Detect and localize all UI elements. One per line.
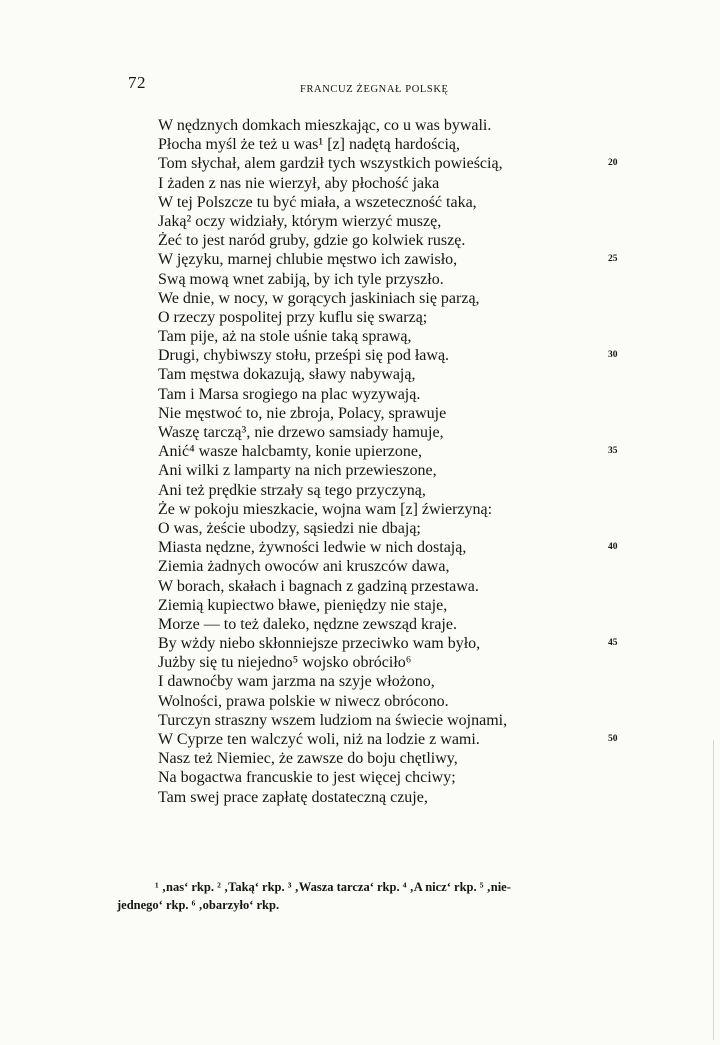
verse-text: I żaden z nas nie wierzył, aby płochość jaka: [158, 174, 440, 192]
verse-text: Turczyn straszny wszem ludziom na świecie wojnami,: [158, 711, 508, 729]
page-edge-divider: [713, 740, 714, 1040]
line-number: 45: [608, 638, 618, 649]
verse-line: [158, 672, 628, 691]
footnote-line: jednego‘ rkp. ⁶ ‚obarzyło‘ rkp.: [117, 898, 280, 912]
verse-text: Tam pije, aż na stole uśnie taką sprawą,: [158, 328, 412, 346]
verse-line: [158, 634, 628, 653]
verse-text: Tam męstwa dokazują, sławy nabywają,: [158, 366, 416, 384]
verse-line: [158, 730, 628, 749]
verse-line: [158, 231, 628, 250]
verse-text: Drugi, chybiwszy stołu, prześpi się pod ławą.: [158, 347, 450, 365]
line-number: 30: [608, 350, 618, 361]
verse-line: [158, 442, 628, 461]
verse-text: Morze — to też daleko, nędzne zewsząd kraje.: [158, 615, 457, 633]
verse-text: Nasz też Niemiec, że zawsze do boju chętliwy,: [158, 750, 458, 768]
verse-text: Że w pokoju mieszkacie, wojna wam [z] źwierzyną:: [158, 500, 493, 518]
verse-line: [158, 327, 628, 346]
verse-line: [158, 711, 628, 730]
verse-line: [158, 653, 628, 672]
verse-text: W Cyprze ten walczyć woli, niż na lodzie z wami.: [158, 731, 480, 748]
footnotes: [117, 878, 617, 914]
verse-line: [158, 289, 628, 308]
verse-line: [158, 174, 628, 193]
line-number: 50: [608, 734, 618, 744]
verse-text: Żeć to jest naród gruby, gdzie go kolwiek ruszę.: [158, 232, 466, 250]
verse-text: Waszę tarczą³, nie drzewo samsiady hamuje,: [158, 424, 444, 441]
verse-line: [158, 404, 628, 423]
verse-line: [158, 250, 628, 269]
verse-line: [158, 538, 628, 557]
verse-text: Nie męstwoć to, nie zbroja, Polacy, sprawuje: [158, 404, 447, 422]
verse-text: O was, żeście ubodzy, sąsiedzi nie dbają;: [158, 519, 421, 537]
verse-text: Ani wilki z lamparty na nich przewieszone,: [158, 462, 437, 480]
line-number: 25: [608, 254, 618, 265]
line-number: 35: [608, 446, 618, 457]
page-number: 72: [128, 73, 146, 92]
verse-line: [158, 154, 628, 173]
verse-text: By wżdy niebo skłonniejsze przeciwko wam było,: [158, 635, 481, 653]
verse-text: Anić⁴ wasze halcbamty, konie upierzone,: [158, 443, 422, 461]
verse-line: [158, 461, 628, 480]
verse-line: [158, 481, 628, 500]
verse-line: [158, 768, 628, 787]
verse-line: [158, 116, 628, 135]
verse-line: [158, 308, 628, 327]
verse-line: [158, 557, 628, 576]
verse-line: [158, 346, 628, 365]
verse-line: [158, 365, 628, 384]
verse-text: I dawnoćby wam jarzma na szyje włożono,: [158, 673, 435, 691]
verse-text: Na bogactwa francuskie to jest więcej chciwy;: [158, 769, 456, 787]
running-head: FRANCUZ ŻEGNAŁ POLSKĘ: [300, 84, 449, 95]
verse-text: Tom słychał, alem gardził tych wszystkich powieścią,: [158, 155, 503, 173]
verse-line: [158, 749, 628, 768]
verse-line: [158, 423, 628, 442]
verse-line: [158, 615, 628, 634]
verse-line: [158, 385, 628, 404]
verse-line: [158, 135, 628, 154]
line-number: 20: [608, 158, 618, 169]
verse-line: [158, 270, 628, 289]
verse-line: [158, 596, 628, 615]
verse-text: O rzeczy pospolitej przy kuflu się swarzą;: [158, 308, 428, 326]
verse-line: [158, 193, 628, 212]
verse-text: Wolności, prawa polskie w niwecz obrócono.: [158, 692, 449, 710]
verse-text: Jużby się tu niejedno⁵ wojsko obróciło⁶: [158, 654, 412, 672]
verse-text: W języku, marnej chlubie męstwo ich zawisło,: [158, 251, 458, 269]
poem-verses: [158, 116, 628, 807]
verse-line: [158, 692, 628, 711]
verse-text: Ziemia żadnych owoców ani kruszców dawa,: [158, 558, 450, 576]
verse-line: [158, 788, 628, 807]
verse-text: Ani też prędkie strzały są tego przyczyną,: [158, 481, 426, 499]
verse-text: Jaką² oczy widziały, którym wierzyć muszę,: [158, 212, 442, 230]
verse-line: [158, 577, 628, 596]
verse-line: [158, 500, 628, 519]
verse-line: [158, 212, 628, 231]
line-number: 40: [608, 542, 618, 553]
verse-text: Tam swej prace zapłatę dostateczną czuje,: [158, 788, 428, 806]
verse-text: Tam i Marsa srogiego na plac wyzywają.: [158, 385, 421, 403]
verse-text: Płocha myśl że też u was¹ [z] nadętą hardością,: [158, 136, 461, 154]
verse-text: W nędznych domkach mieszkając, co u was bywali.: [158, 117, 492, 134]
verse-text: W borach, skałach i bagnach z gadziną przestawa.: [158, 577, 479, 595]
verse-text: W tej Polszcze tu być miała, a wszeteczność taka,: [158, 193, 477, 211]
footnote-line: ¹ ‚nas‘ rkp. ² ‚Taką‘ rkp. ³ ‚Wasza tarcza‘ rkp. ⁴ ‚A nicz‘ rkp. ⁵ ‚nie-: [155, 880, 511, 894]
verse-text: We dnie, w nocy, w gorących jaskiniach się parzą,: [158, 289, 480, 307]
verse-text: Ziemią kupiectwo bławe, pieniędzy nie staje,: [158, 596, 448, 614]
verse-text: Miasta nędzne, żywności ledwie w nich dostają,: [158, 539, 467, 557]
verse-line: [158, 519, 628, 538]
verse-text: Swą mową wnet zabiją, by ich tyle przyszło.: [158, 270, 444, 288]
